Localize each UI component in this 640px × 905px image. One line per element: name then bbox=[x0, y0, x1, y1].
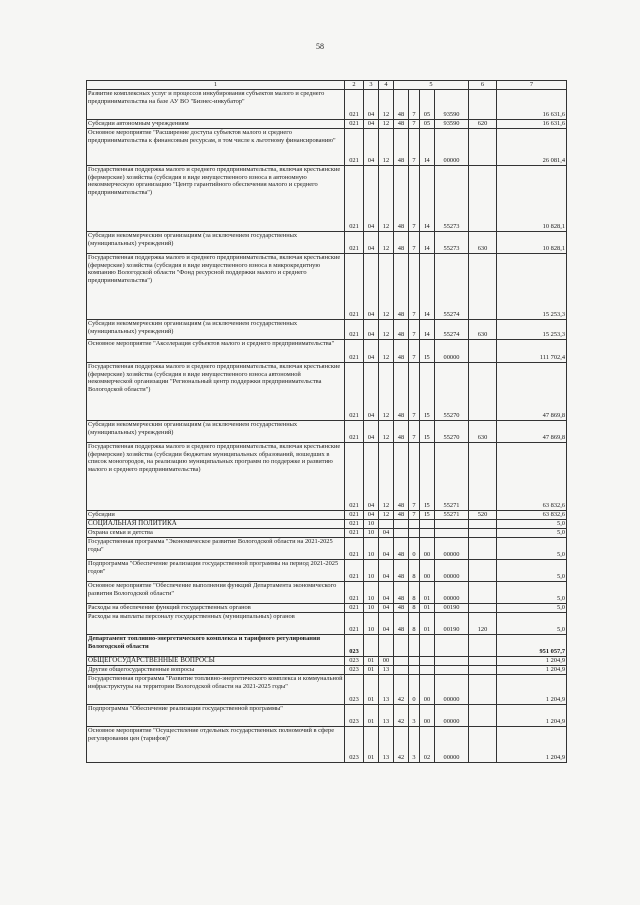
subsection-code: 12 bbox=[379, 340, 394, 363]
header-cell: 5 bbox=[394, 81, 469, 90]
expense-type-code: 630 bbox=[469, 421, 497, 443]
row-name: Государственная поддержка малого и среднего предпринимательства, включая крестьянские (фермерские) хозяйства (субсидии бюджетам муниципальных образований, вошедших в список моногородов, на реализацию муниципальных программ по поддержке и развитию малого и среднего предпринимательства) bbox=[87, 443, 345, 511]
amount: 16 631,6 bbox=[497, 120, 567, 129]
direction-code: 00000 bbox=[435, 727, 469, 763]
program-code: 48 bbox=[394, 511, 409, 520]
row-name: Подпрограмма "Обеспечение реализации государственной программы" bbox=[87, 705, 345, 727]
expense-type-code: 630 bbox=[469, 232, 497, 254]
section-code: 10 bbox=[364, 604, 379, 613]
activity-code: 01 bbox=[420, 604, 435, 613]
activity-code bbox=[420, 529, 435, 538]
budget-table bbox=[86, 80, 567, 763]
table-row bbox=[87, 560, 567, 582]
expense-type-code: 520 bbox=[469, 511, 497, 520]
expense-type-code bbox=[469, 705, 497, 727]
program-code: 48 bbox=[394, 604, 409, 613]
expense-type-code bbox=[469, 520, 497, 529]
activity-code: I4 bbox=[420, 129, 435, 166]
expense-type-code: 630 bbox=[469, 320, 497, 340]
amount: 15 253,3 bbox=[497, 254, 567, 320]
section-code: 04 bbox=[364, 90, 379, 120]
row-name: Основное мероприятие "Обеспечение выполнения функций Департамента экономического развития Вологодской области" bbox=[87, 582, 345, 604]
page-number: 58 bbox=[316, 42, 324, 51]
ministry-code: 021 bbox=[345, 232, 364, 254]
row-name: Государственная поддержка малого и среднего предпринимательства, включая крестьянские (фермерские) хозяйства (субсидия в виде имущественного взноса в микрокредитную компанию Вологодской области "Фонд ресурсной поддержки малого и среднего предпринимательства") bbox=[87, 254, 345, 320]
ministry-code: 021 bbox=[345, 538, 364, 560]
subprogram-code: 7 bbox=[409, 129, 420, 166]
program-code: 48 bbox=[394, 254, 409, 320]
program-code bbox=[394, 520, 409, 529]
amount: 10 828,1 bbox=[497, 232, 567, 254]
subprogram-code: 3 bbox=[409, 705, 420, 727]
amount: 10 828,1 bbox=[497, 166, 567, 232]
row-name: СОЦИАЛЬНАЯ ПОЛИТИКА bbox=[87, 520, 345, 529]
subprogram-code: 8 bbox=[409, 613, 420, 635]
activity-code: I5 bbox=[420, 421, 435, 443]
table-row bbox=[87, 529, 567, 538]
subprogram-code: 7 bbox=[409, 120, 420, 129]
direction-code: 00000 bbox=[435, 705, 469, 727]
program-code: 48 bbox=[394, 320, 409, 340]
section-code bbox=[364, 635, 379, 657]
program-code: 48 bbox=[394, 560, 409, 582]
table-row bbox=[87, 666, 567, 675]
direction-code: 00190 bbox=[435, 604, 469, 613]
subprogram-code: 8 bbox=[409, 604, 420, 613]
subprogram-code: 7 bbox=[409, 363, 420, 421]
table-row bbox=[87, 120, 567, 129]
subprogram-code bbox=[409, 657, 420, 666]
subprogram-code: 3 bbox=[409, 727, 420, 763]
section-code: 01 bbox=[364, 657, 379, 666]
amount: 1 204,9 bbox=[497, 666, 567, 675]
program-code: 48 bbox=[394, 363, 409, 421]
program-code: 48 bbox=[394, 538, 409, 560]
program-code bbox=[394, 529, 409, 538]
row-name: Департамент топливно-энергетического комплекса и тарифного регулирования Вологодской области bbox=[87, 635, 345, 657]
ministry-code: 023 bbox=[345, 727, 364, 763]
activity-code: I5 bbox=[420, 363, 435, 421]
row-name: Подпрограмма "Обеспечение реализации государственной программы на период 2021-2025 годов" bbox=[87, 560, 345, 582]
subprogram-code bbox=[409, 635, 420, 657]
section-code: 10 bbox=[364, 520, 379, 529]
header-cell: 3 bbox=[364, 81, 379, 90]
ministry-code: 021 bbox=[345, 129, 364, 166]
section-code: 10 bbox=[364, 560, 379, 582]
subprogram-code: 8 bbox=[409, 582, 420, 604]
ministry-code: 021 bbox=[345, 613, 364, 635]
direction-code: 00000 bbox=[435, 582, 469, 604]
amount: 5,0 bbox=[497, 582, 567, 604]
ministry-code: 023 bbox=[345, 705, 364, 727]
table-row bbox=[87, 675, 567, 705]
activity-code bbox=[420, 520, 435, 529]
table-row bbox=[87, 166, 567, 232]
section-code: 04 bbox=[364, 320, 379, 340]
table-row bbox=[87, 604, 567, 613]
program-code bbox=[394, 666, 409, 675]
expense-type-code bbox=[469, 340, 497, 363]
ministry-code: 021 bbox=[345, 582, 364, 604]
direction-code bbox=[435, 635, 469, 657]
program-code: 48 bbox=[394, 340, 409, 363]
table-row bbox=[87, 421, 567, 443]
subsection-code: 12 bbox=[379, 443, 394, 511]
program-code: 48 bbox=[394, 443, 409, 511]
activity-code bbox=[420, 635, 435, 657]
amount: 111 702,4 bbox=[497, 340, 567, 363]
amount: 47 869,8 bbox=[497, 363, 567, 421]
ministry-code: 021 bbox=[345, 340, 364, 363]
expense-type-code: 120 bbox=[469, 613, 497, 635]
section-code: 01 bbox=[364, 666, 379, 675]
ministry-code: 021 bbox=[345, 520, 364, 529]
subprogram-code: 0 bbox=[409, 538, 420, 560]
direction-code: 55273 bbox=[435, 166, 469, 232]
activity-code: 00 bbox=[420, 538, 435, 560]
amount: 26 081,4 bbox=[497, 129, 567, 166]
activity-code: 02 bbox=[420, 727, 435, 763]
program-code: 48 bbox=[394, 582, 409, 604]
subsection-code: 12 bbox=[379, 129, 394, 166]
activity-code: 01 bbox=[420, 613, 435, 635]
expense-type-code bbox=[469, 90, 497, 120]
section-code: 04 bbox=[364, 120, 379, 129]
direction-code: 00000 bbox=[435, 129, 469, 166]
direction-code bbox=[435, 520, 469, 529]
subprogram-code: 7 bbox=[409, 421, 420, 443]
section-code: 04 bbox=[364, 421, 379, 443]
table-row bbox=[87, 511, 567, 520]
ministry-code: 023 bbox=[345, 666, 364, 675]
row-name: Основное мероприятие "Расширение доступа субъектов малого и среднего предпринимательства к финансовым ресурсам, в том числе к льготному финансированию" bbox=[87, 129, 345, 166]
table-row bbox=[87, 320, 567, 340]
table-row bbox=[87, 657, 567, 666]
expense-type-code bbox=[469, 666, 497, 675]
subsection-code: 12 bbox=[379, 421, 394, 443]
program-code: 48 bbox=[394, 166, 409, 232]
row-name: Субсидии автономным учреждениям bbox=[87, 120, 345, 129]
section-code: 04 bbox=[364, 166, 379, 232]
subsection-code: 04 bbox=[379, 560, 394, 582]
expense-type-code bbox=[469, 443, 497, 511]
section-code: 10 bbox=[364, 538, 379, 560]
subprogram-code: 8 bbox=[409, 560, 420, 582]
direction-code: 55270 bbox=[435, 363, 469, 421]
direction-code: 00000 bbox=[435, 340, 469, 363]
expense-type-code bbox=[469, 582, 497, 604]
subsection-code: 12 bbox=[379, 120, 394, 129]
expense-type-code bbox=[469, 604, 497, 613]
subsection-code: 12 bbox=[379, 90, 394, 120]
amount: 5,0 bbox=[497, 604, 567, 613]
header-cell: 7 bbox=[497, 81, 567, 90]
ministry-code: 021 bbox=[345, 254, 364, 320]
ministry-code: 021 bbox=[345, 90, 364, 120]
activity-code: 05 bbox=[420, 120, 435, 129]
direction-code: 93590 bbox=[435, 90, 469, 120]
row-name: Субсидии некоммерческим организациям (за исключением государственных (муниципальных) учреждений) bbox=[87, 421, 345, 443]
header-cell: 2 bbox=[345, 81, 364, 90]
activity-code bbox=[420, 657, 435, 666]
amount: 47 869,8 bbox=[497, 421, 567, 443]
direction-code: 55274 bbox=[435, 320, 469, 340]
subprogram-code: 7 bbox=[409, 320, 420, 340]
row-name: Другие общегосударственные вопросы bbox=[87, 666, 345, 675]
program-code: 48 bbox=[394, 421, 409, 443]
direction-code bbox=[435, 666, 469, 675]
program-code: 48 bbox=[394, 120, 409, 129]
program-code: 48 bbox=[394, 232, 409, 254]
section-code: 04 bbox=[364, 129, 379, 166]
row-name: Государственная поддержка малого и среднего предпринимательства, включая крестьянские (фермерские) хозяйства (субсидия в виде имущественного взноса автономной некоммерческой организации "Региональный центр поддержки предпринимательства Вологодской области") bbox=[87, 363, 345, 421]
ministry-code: 023 bbox=[345, 657, 364, 666]
subsection-code: 04 bbox=[379, 529, 394, 538]
activity-code: 00 bbox=[420, 560, 435, 582]
activity-code: 01 bbox=[420, 582, 435, 604]
section-code: 01 bbox=[364, 675, 379, 705]
section-code: 04 bbox=[364, 254, 379, 320]
header-row bbox=[87, 81, 567, 90]
activity-code: I5 bbox=[420, 511, 435, 520]
section-code: 10 bbox=[364, 613, 379, 635]
ministry-code: 021 bbox=[345, 604, 364, 613]
amount: 16 631,6 bbox=[497, 90, 567, 120]
section-code: 04 bbox=[364, 340, 379, 363]
expense-type-code bbox=[469, 675, 497, 705]
table-row bbox=[87, 520, 567, 529]
table-row bbox=[87, 705, 567, 727]
header-cell: 4 bbox=[379, 81, 394, 90]
amount: 951 057,7 bbox=[497, 635, 567, 657]
program-code: 42 bbox=[394, 727, 409, 763]
expense-type-code bbox=[469, 529, 497, 538]
header-cell: 6 bbox=[469, 81, 497, 90]
expense-type-code bbox=[469, 727, 497, 763]
program-code bbox=[394, 635, 409, 657]
row-name: Расходы на обеспечение функций государственных органов bbox=[87, 604, 345, 613]
activity-code bbox=[420, 666, 435, 675]
activity-code: I4 bbox=[420, 166, 435, 232]
table-row bbox=[87, 443, 567, 511]
subsection-code: 12 bbox=[379, 254, 394, 320]
activity-code: 05 bbox=[420, 90, 435, 120]
expense-type-code bbox=[469, 635, 497, 657]
ministry-code: 021 bbox=[345, 443, 364, 511]
subsection-code: 04 bbox=[379, 582, 394, 604]
row-name: Государственная поддержка малого и среднего предпринимательства, включая крестьянские (фермерские) хозяйства (субсидия в виде имущественного взноса в автономную некоммерческую организацию "Центр гарантийного обеспечения малого и среднего предпринимательства") bbox=[87, 166, 345, 232]
table-row bbox=[87, 363, 567, 421]
subprogram-code: 7 bbox=[409, 90, 420, 120]
subsection-code: 04 bbox=[379, 604, 394, 613]
direction-code bbox=[435, 657, 469, 666]
subsection-code: 12 bbox=[379, 363, 394, 421]
subprogram-code: 7 bbox=[409, 166, 420, 232]
direction-code bbox=[435, 529, 469, 538]
row-name: Основное мероприятие "Акселерация субъектов малого и среднего предпринимательства" bbox=[87, 340, 345, 363]
subsection-code bbox=[379, 520, 394, 529]
amount: 5,0 bbox=[497, 613, 567, 635]
row-name: Субсидии bbox=[87, 511, 345, 520]
amount: 1 204,9 bbox=[497, 727, 567, 763]
ministry-code: 021 bbox=[345, 363, 364, 421]
expense-type-code bbox=[469, 560, 497, 582]
expense-type-code: 620 bbox=[469, 120, 497, 129]
table-row bbox=[87, 340, 567, 363]
direction-code: 00000 bbox=[435, 675, 469, 705]
subprogram-code: 7 bbox=[409, 340, 420, 363]
direction-code: 55274 bbox=[435, 254, 469, 320]
program-code: 48 bbox=[394, 613, 409, 635]
section-code: 04 bbox=[364, 232, 379, 254]
subsection-code: 12 bbox=[379, 320, 394, 340]
program-code: 48 bbox=[394, 90, 409, 120]
subprogram-code: 7 bbox=[409, 443, 420, 511]
subsection-code: 04 bbox=[379, 538, 394, 560]
table-row bbox=[87, 727, 567, 763]
ministry-code: 023 bbox=[345, 635, 364, 657]
subprogram-code: 0 bbox=[409, 675, 420, 705]
amount: 63 832,6 bbox=[497, 511, 567, 520]
subsection-code: 13 bbox=[379, 705, 394, 727]
direction-code: 00000 bbox=[435, 538, 469, 560]
ministry-code: 021 bbox=[345, 529, 364, 538]
direction-code: 55271 bbox=[435, 511, 469, 520]
direction-code: 00190 bbox=[435, 613, 469, 635]
row-name: Государственная программа "Экономическое развитие Вологодской области на 2021-2025 годы" bbox=[87, 538, 345, 560]
subsection-code: 13 bbox=[379, 727, 394, 763]
subsection-code: 00 bbox=[379, 657, 394, 666]
expense-type-code bbox=[469, 129, 497, 166]
ministry-code: 021 bbox=[345, 120, 364, 129]
expense-type-code bbox=[469, 657, 497, 666]
subprogram-code: 7 bbox=[409, 511, 420, 520]
table-row bbox=[87, 254, 567, 320]
activity-code: I4 bbox=[420, 232, 435, 254]
program-code: 42 bbox=[394, 705, 409, 727]
subprogram-code bbox=[409, 520, 420, 529]
table-row bbox=[87, 232, 567, 254]
activity-code: I4 bbox=[420, 254, 435, 320]
row-name: ОБЩЕГОСУДАРСТВЕННЫЕ ВОПРОСЫ bbox=[87, 657, 345, 666]
row-name: Государственная программа "Развитие топливно-энергетического комплекса и коммунальной инфраструктуры на территории Вологодской области на 2021-2025 годы" bbox=[87, 675, 345, 705]
activity-code: 00 bbox=[420, 705, 435, 727]
program-code bbox=[394, 657, 409, 666]
subsection-code bbox=[379, 635, 394, 657]
header-cell: 1 bbox=[87, 81, 345, 90]
ministry-code: 021 bbox=[345, 560, 364, 582]
expense-type-code bbox=[469, 254, 497, 320]
ministry-code: 023 bbox=[345, 675, 364, 705]
table-row bbox=[87, 613, 567, 635]
amount: 5,0 bbox=[497, 520, 567, 529]
activity-code: I4 bbox=[420, 320, 435, 340]
subprogram-code bbox=[409, 666, 420, 675]
direction-code: 93590 bbox=[435, 120, 469, 129]
amount: 1 204,9 bbox=[497, 657, 567, 666]
direction-code: 55270 bbox=[435, 421, 469, 443]
table-row bbox=[87, 129, 567, 166]
subsection-code: 13 bbox=[379, 666, 394, 675]
subprogram-code: 7 bbox=[409, 254, 420, 320]
activity-code: I5 bbox=[420, 340, 435, 363]
subsection-code: 12 bbox=[379, 166, 394, 232]
expense-type-code bbox=[469, 363, 497, 421]
amount: 1 204,9 bbox=[497, 705, 567, 727]
expense-type-code bbox=[469, 166, 497, 232]
direction-code: 55271 bbox=[435, 443, 469, 511]
row-name: Основное мероприятие "Осуществление отдельных государственных полномочий в сфере регулирования цен (тарифов)" bbox=[87, 727, 345, 763]
expense-type-code bbox=[469, 538, 497, 560]
row-name: Развитие комплексных услуг и процессов инкубирования субъектов малого и среднего предпринимательства на базе АУ ВО "Бизнес-инкубатор" bbox=[87, 90, 345, 120]
table-body bbox=[87, 81, 567, 763]
row-name: Охрана семьи и детства bbox=[87, 529, 345, 538]
amount: 63 832,6 bbox=[497, 443, 567, 511]
ministry-code: 021 bbox=[345, 511, 364, 520]
row-name: Субсидии некоммерческим организациям (за исключением государственных (муниципальных) учреждений) bbox=[87, 320, 345, 340]
table-row bbox=[87, 582, 567, 604]
ministry-code: 021 bbox=[345, 166, 364, 232]
section-code: 01 bbox=[364, 727, 379, 763]
subsection-code: 12 bbox=[379, 511, 394, 520]
subprogram-code: 7 bbox=[409, 232, 420, 254]
section-code: 01 bbox=[364, 705, 379, 727]
section-code: 10 bbox=[364, 529, 379, 538]
amount: 1 204,9 bbox=[497, 675, 567, 705]
section-code: 04 bbox=[364, 443, 379, 511]
subsection-code: 04 bbox=[379, 613, 394, 635]
activity-code: 00 bbox=[420, 675, 435, 705]
ministry-code: 021 bbox=[345, 421, 364, 443]
section-code: 04 bbox=[364, 511, 379, 520]
row-name: Расходы на выплаты персоналу государственных (муниципальных) органов bbox=[87, 613, 345, 635]
amount: 5,0 bbox=[497, 529, 567, 538]
row-name: Субсидии некоммерческим организациям (за исключением государственных (муниципальных) учреждений) bbox=[87, 232, 345, 254]
table-row bbox=[87, 538, 567, 560]
amount: 5,0 bbox=[497, 538, 567, 560]
direction-code: 00000 bbox=[435, 560, 469, 582]
amount: 15 253,3 bbox=[497, 320, 567, 340]
table-row bbox=[87, 90, 567, 120]
table-row bbox=[87, 635, 567, 657]
subprogram-code bbox=[409, 529, 420, 538]
activity-code: I5 bbox=[420, 443, 435, 511]
direction-code: 55273 bbox=[435, 232, 469, 254]
subsection-code: 12 bbox=[379, 232, 394, 254]
program-code: 42 bbox=[394, 675, 409, 705]
ministry-code: 021 bbox=[345, 320, 364, 340]
amount: 5,0 bbox=[497, 560, 567, 582]
section-code: 04 bbox=[364, 363, 379, 421]
section-code: 10 bbox=[364, 582, 379, 604]
subsection-code: 13 bbox=[379, 675, 394, 705]
program-code: 48 bbox=[394, 129, 409, 166]
